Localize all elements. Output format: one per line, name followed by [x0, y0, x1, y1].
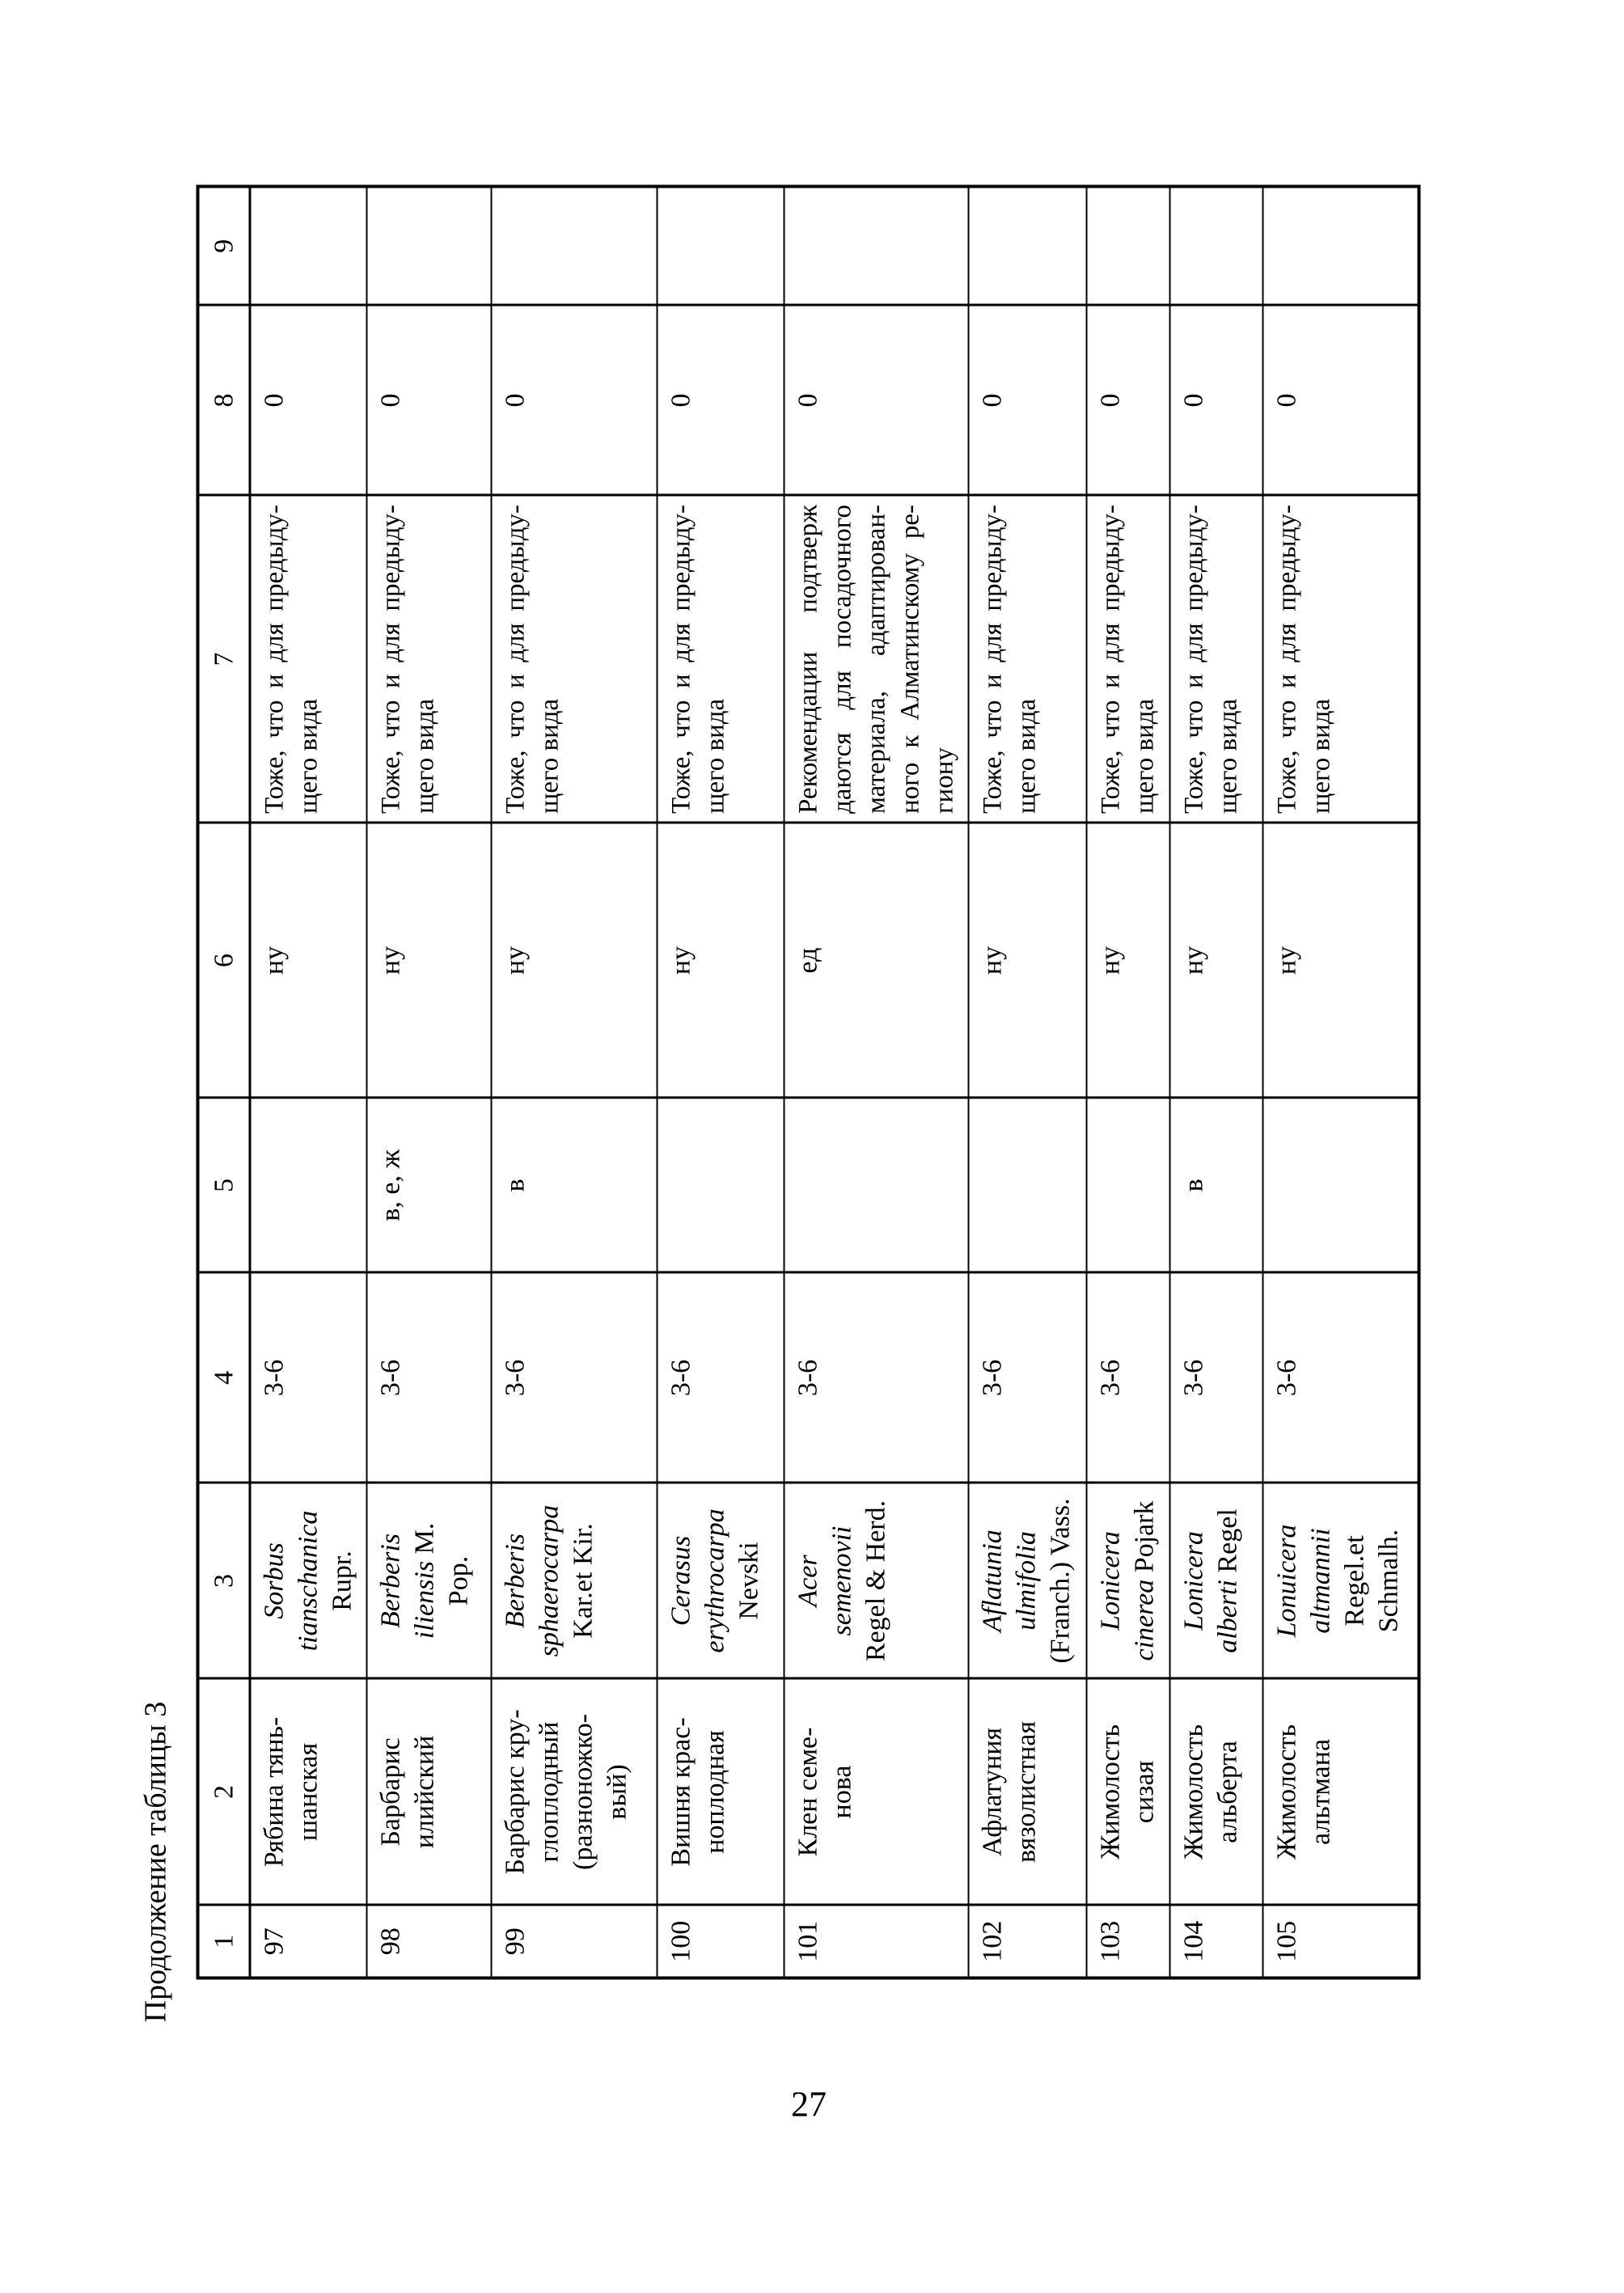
cell-col5: в	[1169, 1098, 1262, 1272]
cell-col8: 0	[250, 305, 367, 495]
cell-russian-name: Барбарис кру- глоплодный (разноножко- вый)	[491, 1678, 657, 1905]
cell-col5	[968, 1098, 1086, 1272]
cell-col5: в	[491, 1098, 657, 1272]
table-row-102	[968, 186, 1086, 1978]
cell-col9	[250, 186, 367, 305]
cell-latin-name: Aflatunia ulmifolia (Franch.) Vass.	[968, 1483, 1086, 1678]
cell-latin-name: Acer semenovii Regel & Herd.	[784, 1483, 968, 1678]
cell-latin-name: Berberis iliensis M. Pop.	[366, 1483, 491, 1678]
cell-latin-name: Sorbus tianschanica Rupr.	[250, 1483, 367, 1678]
table-header-row	[197, 186, 250, 1978]
cell-col9	[1086, 186, 1169, 305]
cell-col4: 3-6	[784, 1272, 968, 1483]
cell-note: Рекомендации подтверж даются для посадочного материала, адаптирован- ного к Алматинскому ре- гиону	[784, 495, 968, 823]
table-row-100	[657, 186, 784, 1978]
cell-col4: 3-6	[366, 1272, 491, 1483]
cell-col5	[784, 1098, 968, 1272]
column-header-5: 5	[197, 1098, 250, 1272]
cell-russian-name: Жимолость сизая	[1086, 1678, 1169, 1905]
cell-russian-name: Вишня крас- ноплодная	[657, 1678, 784, 1905]
continuation-table	[196, 184, 1420, 1979]
table-row-99	[491, 186, 657, 1978]
cell-col9	[1169, 186, 1262, 305]
cell-col9	[657, 186, 784, 305]
cell-col4: 3-6	[1169, 1272, 1262, 1483]
cell-col8: 0	[366, 305, 491, 495]
cell-col5	[1262, 1098, 1419, 1272]
table-row-103	[1086, 186, 1169, 1978]
cell-col9	[491, 186, 657, 305]
cell-col4: 3-6	[1086, 1272, 1169, 1483]
cell-number: 103	[1086, 1905, 1169, 1978]
cell-latin-name: Lonicera alberti Regel	[1169, 1483, 1262, 1678]
cell-number: 105	[1262, 1905, 1419, 1978]
cell-number: 97	[250, 1905, 367, 1978]
column-header-7: 7	[197, 495, 250, 823]
table-caption: Продолжение таблицы 3	[138, 1701, 172, 2022]
cell-col8: 0	[968, 305, 1086, 495]
column-header-4: 4	[197, 1272, 250, 1483]
cell-col6: ед	[784, 823, 968, 1098]
cell-col5	[657, 1098, 784, 1272]
page-number: 27	[791, 2084, 827, 2124]
cell-col6: ну	[1262, 823, 1419, 1098]
table-row-98	[366, 186, 491, 1978]
cell-number: 100	[657, 1905, 784, 1978]
cell-number: 104	[1169, 1905, 1262, 1978]
cell-russian-name: Жимолость альтмана	[1262, 1678, 1419, 1905]
cell-col4: 3-6	[968, 1272, 1086, 1483]
cell-latin-name: Berberis sphaerocarpa Kar.et Kir.	[491, 1483, 657, 1678]
cell-col6: ну	[491, 823, 657, 1098]
cell-latin-name: Lonicera cinerea Pojark	[1086, 1483, 1169, 1678]
column-header-3: 3	[197, 1483, 250, 1678]
cell-note: Тоже, что и для предыду- щего вида	[250, 495, 367, 823]
cell-col9	[1262, 186, 1419, 305]
column-header-9: 9	[197, 186, 250, 305]
cell-note: Тоже, что и для предыду- щего вида	[491, 495, 657, 823]
table-row-105	[1262, 186, 1419, 1978]
cell-col6: ну	[1086, 823, 1169, 1098]
column-header-6: 6	[197, 823, 250, 1098]
cell-latin-name: Cerasus erythrocarpa Nevski	[657, 1483, 784, 1678]
cell-col6: ну	[250, 823, 367, 1098]
cell-col4: 3-6	[657, 1272, 784, 1483]
column-header-2: 2	[197, 1678, 250, 1905]
cell-col6: ну	[657, 823, 784, 1098]
cell-russian-name: Жимолость альберта	[1169, 1678, 1262, 1905]
cell-russian-name: Афлатуния вязолистная	[968, 1678, 1086, 1905]
cell-latin-name: Lonuicera altmannii Regel.et Schmalh.	[1262, 1483, 1419, 1678]
cell-number: 98	[366, 1905, 491, 1978]
cell-number: 99	[491, 1905, 657, 1978]
cell-col9	[366, 186, 491, 305]
cell-col8: 0	[1086, 305, 1169, 495]
cell-col8: 0	[784, 305, 968, 495]
cell-russian-name: Рябина тянь- шанская	[250, 1678, 367, 1905]
cell-note: Тоже, что и для предыду- щего вида	[1169, 495, 1262, 823]
cell-col8: 0	[1262, 305, 1419, 495]
table-row-104	[1169, 186, 1262, 1978]
cell-col6: ну	[968, 823, 1086, 1098]
cell-col8: 0	[1169, 305, 1262, 495]
cell-col9	[784, 186, 968, 305]
cell-note: Тоже, что и для предыду- щего вида	[366, 495, 491, 823]
column-header-1: 1	[197, 1905, 250, 1978]
cell-number: 102	[968, 1905, 1086, 1978]
cell-col4: 3-6	[1262, 1272, 1419, 1483]
cell-col8: 0	[657, 305, 784, 495]
cell-russian-name: Клен семе- нова	[784, 1678, 968, 1905]
cell-col8: 0	[491, 305, 657, 495]
cell-col5	[250, 1098, 367, 1272]
cell-col4: 3-6	[250, 1272, 367, 1483]
cell-col9	[968, 186, 1086, 305]
cell-note: Тоже, что и для предыду- щего вида	[968, 495, 1086, 823]
cell-col5	[1086, 1098, 1169, 1272]
cell-col4: 3-6	[491, 1272, 657, 1483]
table-row-101	[784, 186, 968, 1978]
cell-col6: ну	[1169, 823, 1262, 1098]
cell-note: Тоже, что и для предыду- щего вида	[657, 495, 784, 823]
column-header-8: 8	[197, 305, 250, 495]
cell-note: Тоже, что и для предыду- щего вида	[1262, 495, 1419, 823]
cell-number: 101	[784, 1905, 968, 1978]
cell-col5: в, е, ж	[366, 1098, 491, 1272]
cell-russian-name: Барбарис илийский	[366, 1678, 491, 1905]
cell-note: Тоже, что и для предыду- щего вида	[1086, 495, 1169, 823]
table-row-97	[250, 186, 367, 1978]
cell-col6: ну	[366, 823, 491, 1098]
